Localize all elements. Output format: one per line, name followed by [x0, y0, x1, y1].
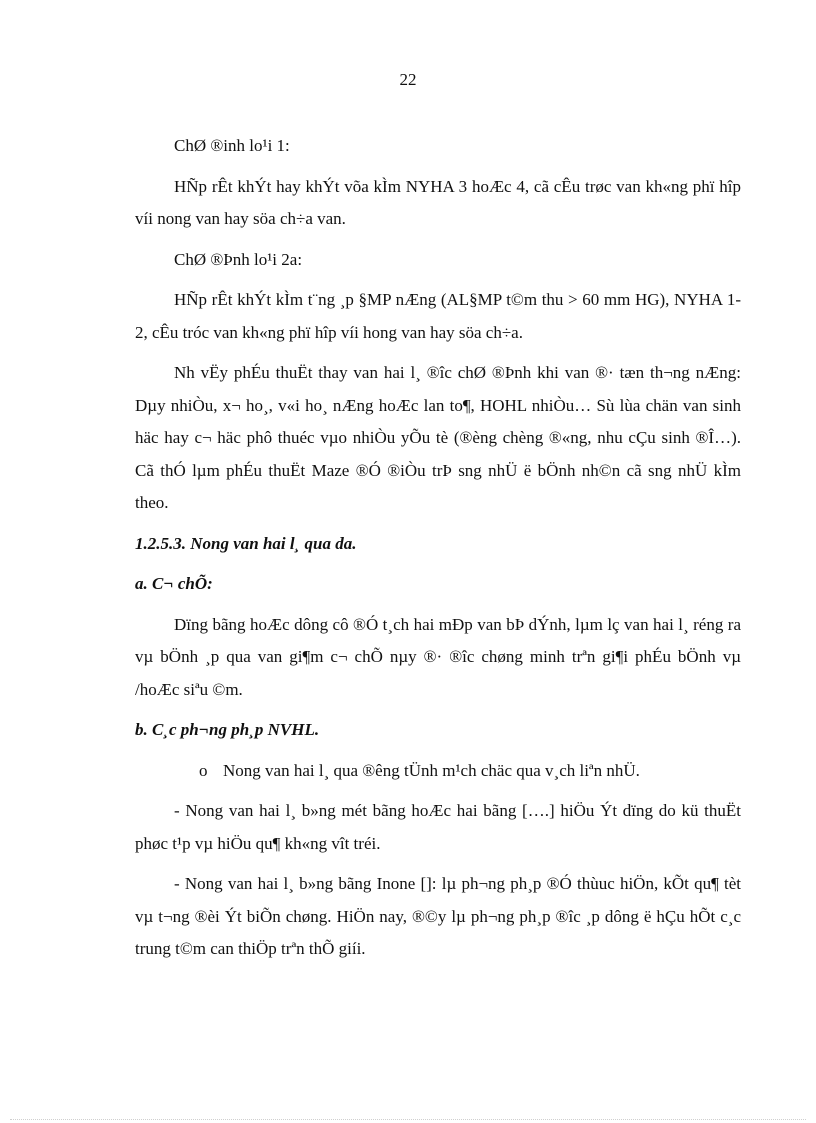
- paragraph: ChØ ®Þnh lo¹i 2a:: [174, 249, 303, 269]
- section-heading: 1.2.5.3. Nong van hai l¸ qua da.: [135, 533, 357, 553]
- paragraph: HÑp rÊt khÝt kÌm t¨ng ¸p §MP nÆng (AL§MP t©m thu > 60 mm HG), NYHA 1-2, cÊu tróc van kh«ng phï hîp víi hong van hay söa ch÷a.: [135, 290, 741, 342]
- paragraph: ChØ ®inh lo¹i 1:: [174, 136, 290, 155]
- paragraph: HÑp rÊt khÝt hay khÝt võa kÌm NYHA 3 hoÆc 4, cã cÊu trøc van kh«ng phï hîp víi nong van hay söa ch÷a van.: [135, 176, 741, 228]
- paragraph: Nh vËy phÉu thuËt thay van hai l¸ ®îc chØ ®Þnh khi van ®· tæn th¬ng nÆng: Dµy nhiÒu, x¬ ho¸, v«i ho¸ nÆng hoÆc lan to¶, HOHL nhiÒu… Sù lùa chän van sinh häc hay c¬ häc phô thuéc vµo nhiÒu yÕu tè (®èng chèng ®«ng, nhu cÇu sinh ®Î…). Cã thÓ lµm phÉu thuËt Maze ®Ó ®iÒu trÞ sng nhÜ ë bÖnh nh©n cã sng nhÜ kÌm theo.: [135, 363, 741, 512]
- subsection-heading: b. C¸c ph¬ng ph¸p NVHL.: [135, 720, 320, 739]
- page-bottom-rule: [10, 1119, 806, 1120]
- bullet-marker: o: [199, 760, 208, 780]
- bullet-text: Nong van hai l¸ qua ®êng tÜnh m¹ch chäc qua v¸ch liªn nhÜ.: [223, 760, 640, 780]
- subsection-heading: a. C¬ chÕ:: [135, 574, 213, 593]
- page-number: 22: [399, 70, 417, 89]
- paragraph: - Nong van hai l¸ b»ng bãng Inone []: lµ ph¬ng ph¸p ®Ó thùuc hiÖn, kÕt qu¶ tèt vµ t¬ng ®èi Ýt biÕn chøng. HiÖn nay, ®©y lµ ph¬ng ph¸p ®îc ¸p dông ë hÇu hÕt c¸c trung t©m can thiÖp trªn thÕ giíi.: [135, 874, 741, 958]
- bullet-item: [135, 755, 741, 788]
- paragraph: - Nong van hai l¸ b»ng mét bãng hoÆc hai bãng [….] hiÖu Ýt dïng do kü thuËt phøc t¹p vµ hiÖu qu¶ kh«ng vît tréi.: [135, 801, 741, 853]
- paragraph: Dïng bãng hoÆc dông cô ®Ó t¸ch hai mÐp van bÞ dÝnh, lµm lç van hai l¸ réng ra vµ bÖnh ¸p qua van gi¶m c¬ chÕ nµy ®· ®îc chøng minh trªn gi¶i phÉu bÖnh vµ /hoÆc siªu ©m.: [135, 614, 741, 699]
- document-body: [135, 130, 741, 966]
